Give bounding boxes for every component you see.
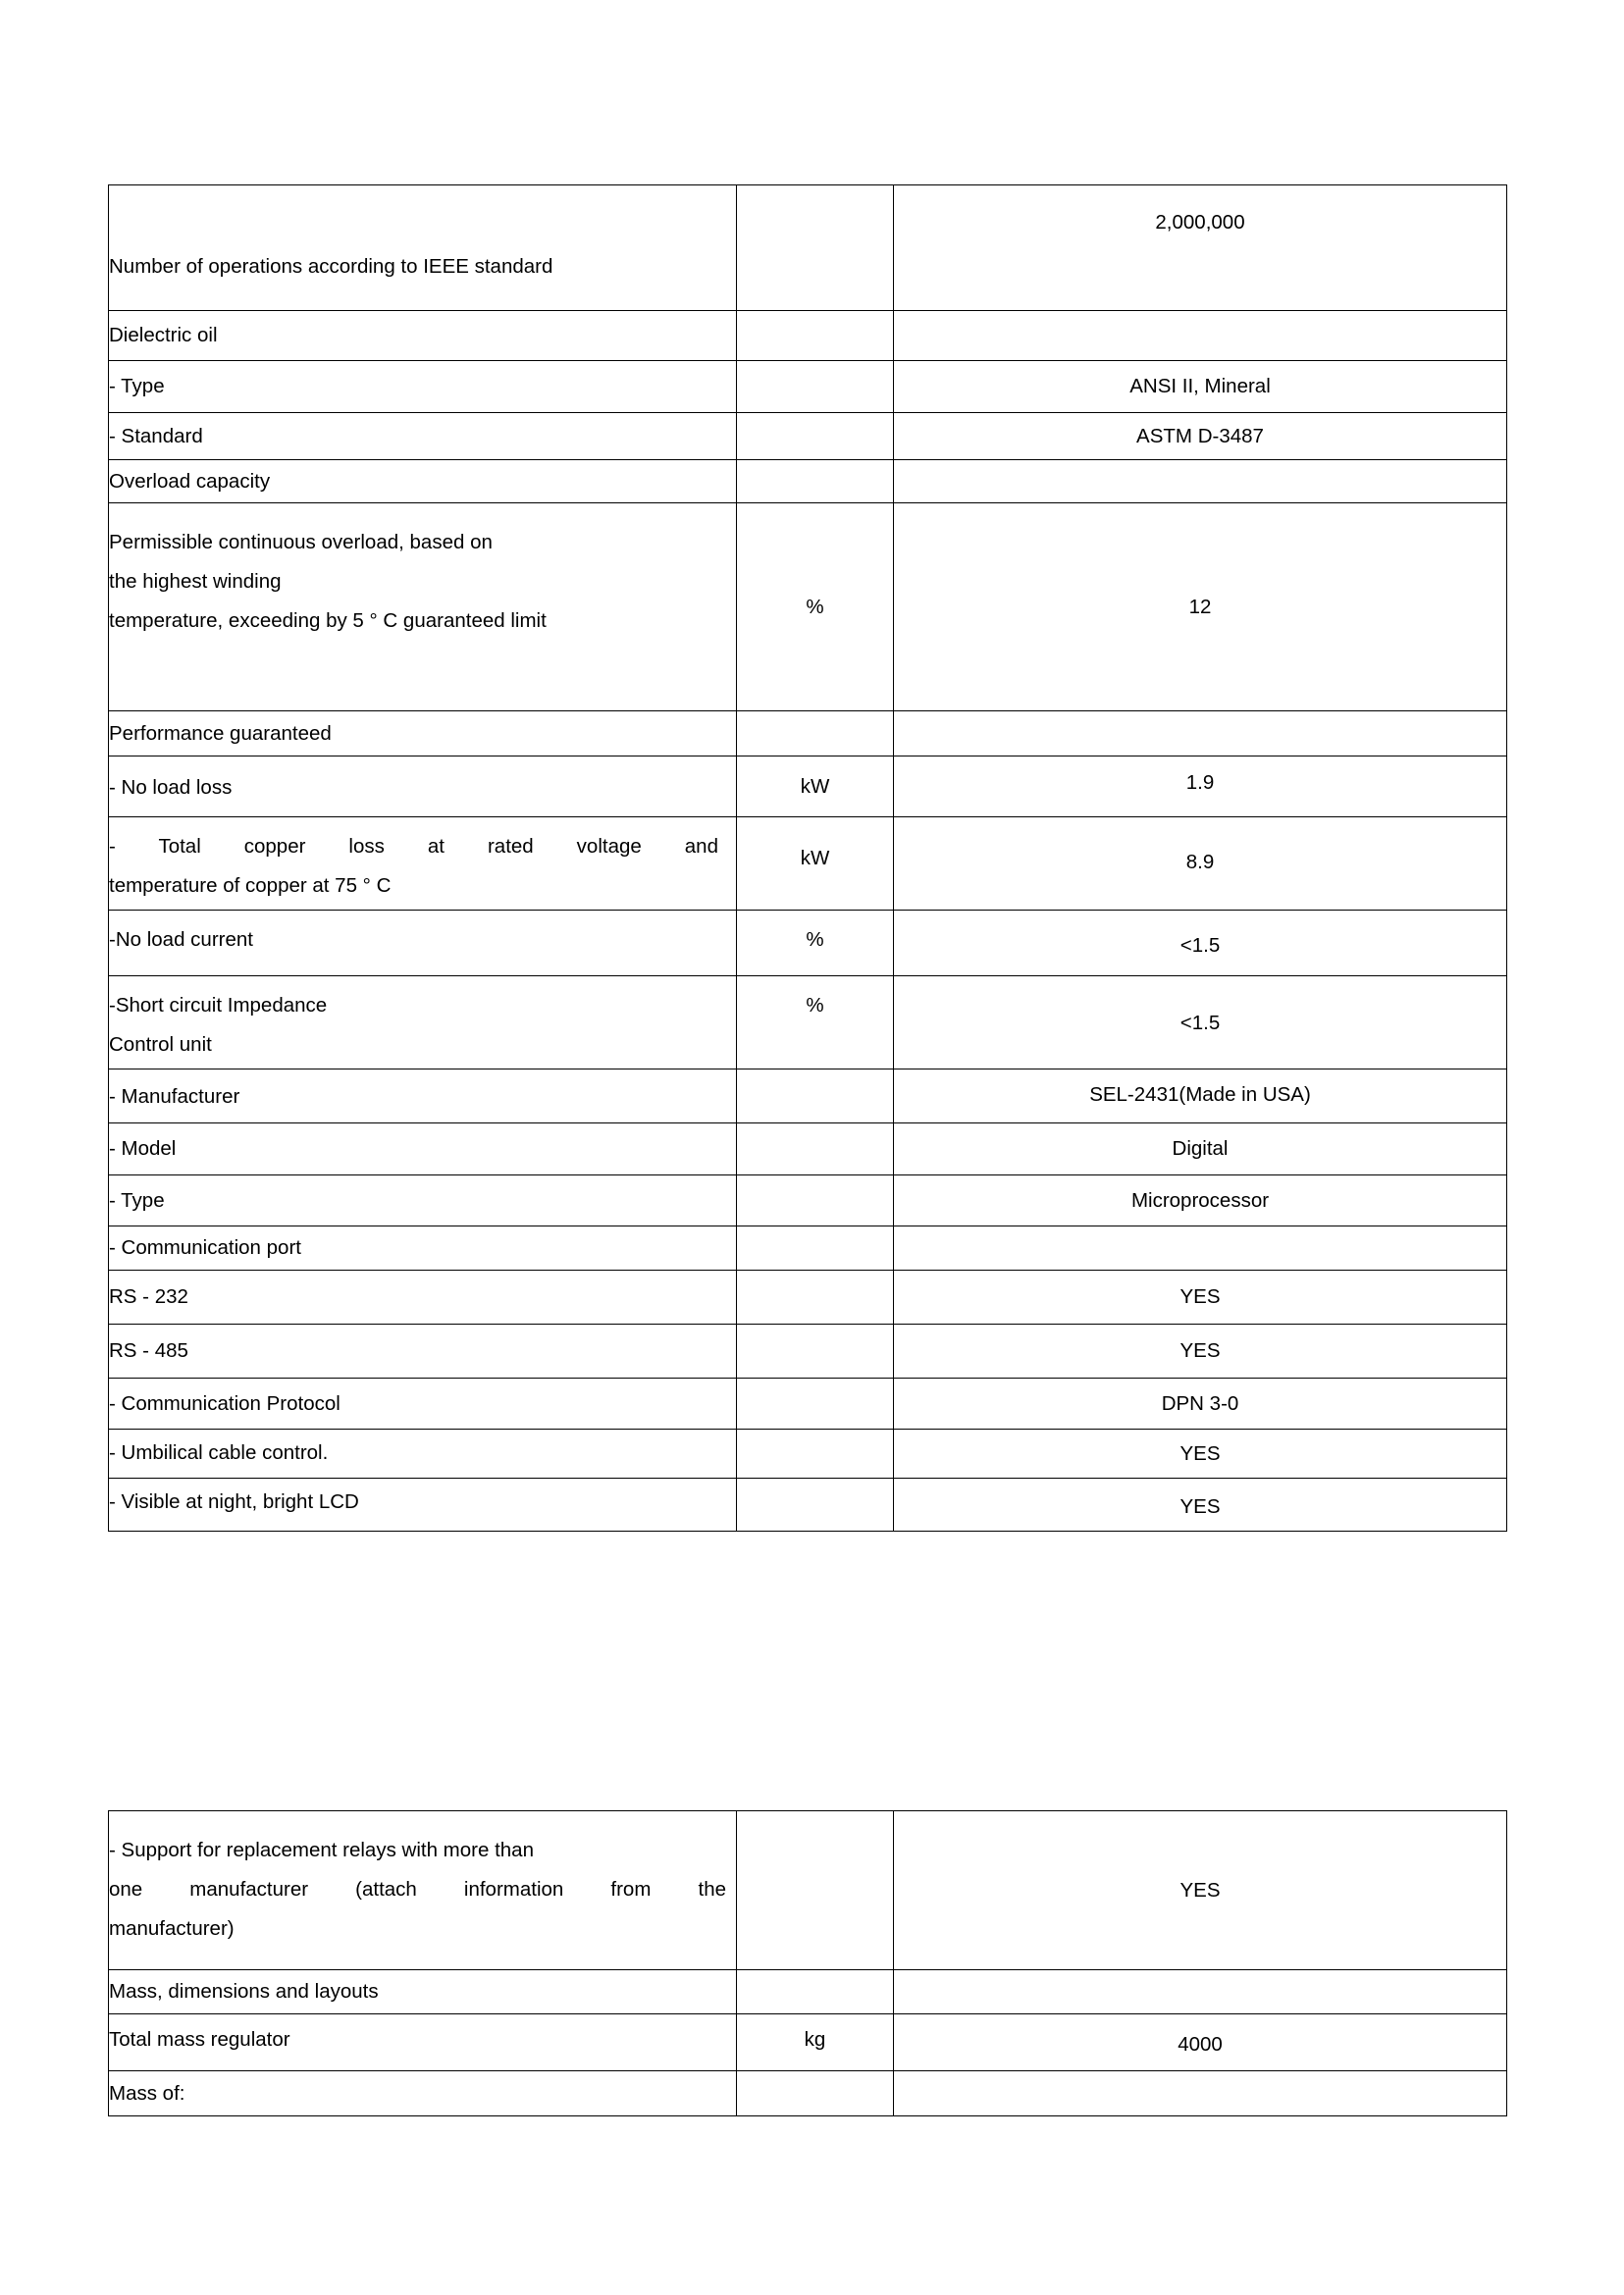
table-row (109, 361, 1507, 413)
row-label: - Type (109, 361, 737, 413)
row-value (894, 711, 1507, 756)
row-label: - Umbilical cable control. (109, 1430, 737, 1479)
table-row (109, 413, 1507, 460)
table-row (109, 1970, 1507, 2014)
specification-table-top (108, 184, 1507, 1532)
row-unit: kW (737, 817, 894, 911)
row-unit (737, 185, 894, 311)
row-unit (737, 1970, 894, 2014)
row-label-line: - Support for replacement relays with more than (109, 1839, 534, 1861)
row-label (109, 503, 737, 711)
row-label: RS - 485 (109, 1325, 737, 1379)
row-value: 8.9 (894, 817, 1507, 911)
table-row (109, 460, 1507, 503)
row-label: - Communication Protocol (109, 1379, 737, 1430)
row-label: - Communication port (109, 1226, 737, 1271)
row-unit (737, 711, 894, 756)
row-unit (737, 1226, 894, 1271)
table-row (109, 1069, 1507, 1123)
row-value (894, 460, 1507, 503)
row-unit: % (737, 976, 894, 1069)
row-value: YES (894, 1271, 1507, 1325)
row-label-line: manufacturer) (109, 1916, 235, 1940)
row-unit: kg (737, 2014, 894, 2071)
row-unit (737, 1811, 894, 1970)
row-label: Mass, dimensions and layouts (109, 1970, 737, 2014)
row-value: <1.5 (894, 976, 1507, 1069)
table-row (109, 817, 1507, 911)
row-value (894, 2071, 1507, 2116)
row-label-line: the highest winding (109, 569, 282, 593)
table-row (109, 911, 1507, 976)
row-value (894, 311, 1507, 361)
row-label: - No load loss (109, 756, 737, 817)
specification-table-bottom (108, 1810, 1507, 2116)
row-label (109, 817, 737, 911)
row-unit (737, 1175, 894, 1226)
row-label: - Model (109, 1123, 737, 1175)
table-row (109, 711, 1507, 756)
row-label-line: one manufacturer (attach information from the (109, 1877, 726, 1901)
row-label-line: temperature, exceeding by 5 ° C guaranteed limit (109, 608, 547, 632)
table-row (109, 2014, 1507, 2071)
row-label: - Visible at night, bright LCD (109, 1479, 737, 1532)
row-label-line: temperature of copper at 75 ° C (109, 873, 392, 897)
row-value: 4000 (894, 2014, 1507, 2071)
row-value: Digital (894, 1123, 1507, 1175)
row-value: 2,000,000 (894, 185, 1507, 311)
table-row (109, 756, 1507, 817)
table-row (109, 1123, 1507, 1175)
table-row (109, 1325, 1507, 1379)
row-label: Overload capacity (109, 460, 737, 503)
row-label: - Type (109, 1175, 737, 1226)
row-label: -No load current (109, 911, 737, 976)
table-row (109, 1430, 1507, 1479)
row-label: Performance guaranteed (109, 711, 737, 756)
row-label-line: - Total copper loss at rated voltage and (109, 835, 718, 858)
row-value: YES (894, 1430, 1507, 1479)
row-label: Mass of: (109, 2071, 737, 2116)
row-value: ANSI II, Mineral (894, 361, 1507, 413)
row-unit (737, 1479, 894, 1532)
row-value: SEL-2431(Made in USA) (894, 1069, 1507, 1123)
table-row (109, 1226, 1507, 1271)
row-label (109, 976, 737, 1069)
row-label: RS - 232 (109, 1271, 737, 1325)
table-row (109, 1479, 1507, 1532)
row-value: 1.9 (894, 756, 1507, 817)
row-label-line: -Short circuit Impedance (109, 994, 328, 1017)
row-unit (737, 1430, 894, 1479)
row-unit (737, 361, 894, 413)
row-unit (737, 1379, 894, 1430)
table-row (109, 1271, 1507, 1325)
table-row (109, 976, 1507, 1069)
row-value: 12 (894, 503, 1507, 711)
row-value: <1.5 (894, 911, 1507, 976)
row-label-line: Control unit (109, 1032, 212, 1056)
row-unit (737, 1069, 894, 1123)
table-row (109, 1811, 1507, 1970)
table-row (109, 2071, 1507, 2116)
row-label-line: Permissible continuous overload, based on (109, 531, 493, 553)
row-value: ASTM D-3487 (894, 413, 1507, 460)
row-unit: kW (737, 756, 894, 817)
row-unit (737, 2071, 894, 2116)
row-value: YES (894, 1325, 1507, 1379)
row-unit (737, 1271, 894, 1325)
row-value: DPN 3-0 (894, 1379, 1507, 1430)
row-unit (737, 311, 894, 361)
row-unit (737, 1325, 894, 1379)
row-unit (737, 413, 894, 460)
row-label (109, 1811, 737, 1970)
row-value (894, 1226, 1507, 1271)
row-label: - Standard (109, 413, 737, 460)
row-unit (737, 1123, 894, 1175)
row-value: YES (894, 1811, 1507, 1970)
row-label: - Manufacturer (109, 1069, 737, 1123)
row-label: Total mass regulator (109, 2014, 737, 2071)
row-value (894, 1970, 1507, 2014)
row-value: Microprocessor (894, 1175, 1507, 1226)
row-unit (737, 460, 894, 503)
table-row (109, 185, 1507, 311)
table-row (109, 503, 1507, 711)
row-value: YES (894, 1479, 1507, 1532)
table-row (109, 1379, 1507, 1430)
table-row (109, 311, 1507, 361)
row-label: Dielectric oil (109, 311, 737, 361)
row-label: Number of operations according to IEEE standard (109, 185, 737, 311)
row-unit: % (737, 911, 894, 976)
row-unit: % (737, 503, 894, 711)
table-row (109, 1175, 1507, 1226)
